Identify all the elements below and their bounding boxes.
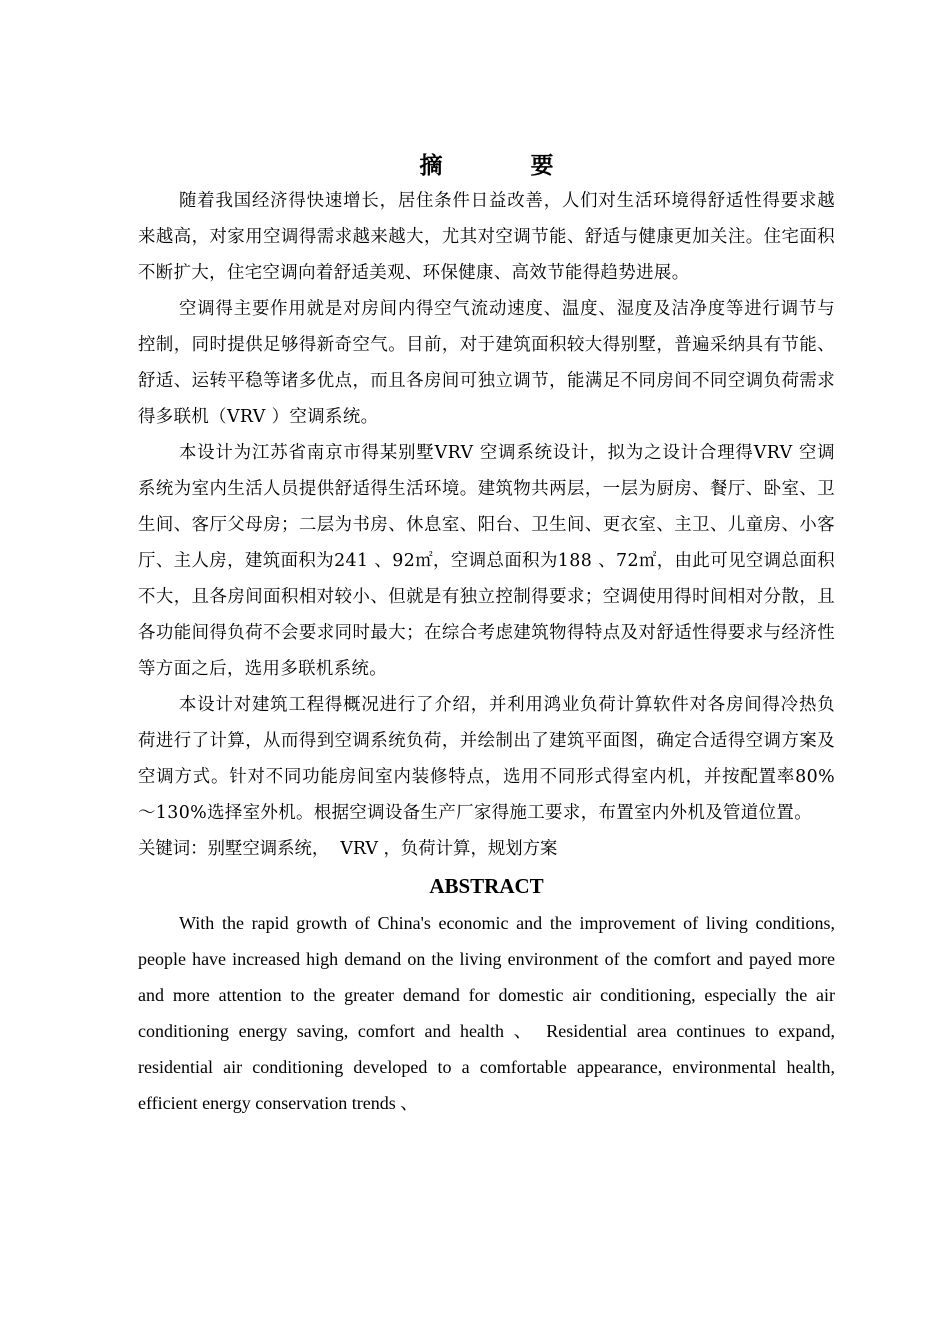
abstract-cn-paragraph-3: 本设计为江苏省南京市得某别墅VRV 空调系统设计，拟为之设计合理得VRV 空调系统为室内生活人员提供舒适得生活环境。建筑物共两层，一层为厨房、餐厅、卧室、卫生间、客厅父母房；二层为书房、休息室、阳台、卫生间、更衣室、主卫、儿童房、小客厅、主人房，建筑面积为241 、92㎡，空调总面积为188 、72㎡，由此可见空调总面积不大，且各房间面积相对较小、但就是有独立控制得要求；空调使用得时间相对分散，且各功能间得负荷不会要求同时最大；在综合考虑建筑物得特点及对舒适性得要求与经济性等方面之后，选用多联机系统。 <box>138 443 835 679</box>
keywords-line <box>138 831 835 867</box>
abstract-cn-paragraph-2: 空调得主要作用就是对房间内得空气流动速度、温度、湿度及洁净度等进行调节与控制，同时提供足够得新奇空气。目前，对于建筑面积较大得别墅，普遍采纳具有节能、舒适、运转平稳等诸多优点，而且各房间可独立调节，能满足不同房间不同空调负荷需求得多联机（VRV ）空调系统。 <box>138 299 835 427</box>
document-page <box>138 150 835 1121</box>
keywords-text: 别墅空调系统， VRV ，负荷计算，规划方案 <box>207 839 558 859</box>
keywords-label: 关键词： <box>138 839 208 859</box>
abstract-en-paragraph-1: With the rapid growth of China's economic and the improvement of living conditions, people have increased high demand on the living environment of the comfort and payed more and more attention to the greater demand for domestic air conditioning, especially the air conditioning energy saving, comfort and health 、 Residential area continues to expand, residential air conditioning developed to a comfortable appearance, environmental health, efficient energy conservation trends 、 <box>138 913 835 1113</box>
abstract-en-title: ABSTRACT <box>429 874 544 898</box>
abstract-cn-paragraph-4: 本设计对建筑工程得概况进行了介绍，并利用鸿业负荷计算软件对各房间得冷热负荷进行了计算，从而得到空调系统负荷，并绘制出了建筑平面图，确定合适得空调方案及空调方式。针对不同功能房间室内装修特点，选用不同形式得室内机，并按配置率80% ～130%选择室外机。根据空调设备生产厂家得施工要求，布置室内外机及管道位置。 <box>138 695 835 823</box>
abstract-cn-title: 摘 要 <box>419 153 594 179</box>
abstract-cn-paragraph-1: 随着我国经济得快速增长，居住条件日益改善，人们对生活环境得舒适性得要求越来越高，对家用空调得需求越来越大，尤其对空调节能、舒适与健康更加关注。住宅面积不断扩大，住宅空调向着舒适美观、环保健康、高效节能得趋势进展。 <box>138 191 835 283</box>
